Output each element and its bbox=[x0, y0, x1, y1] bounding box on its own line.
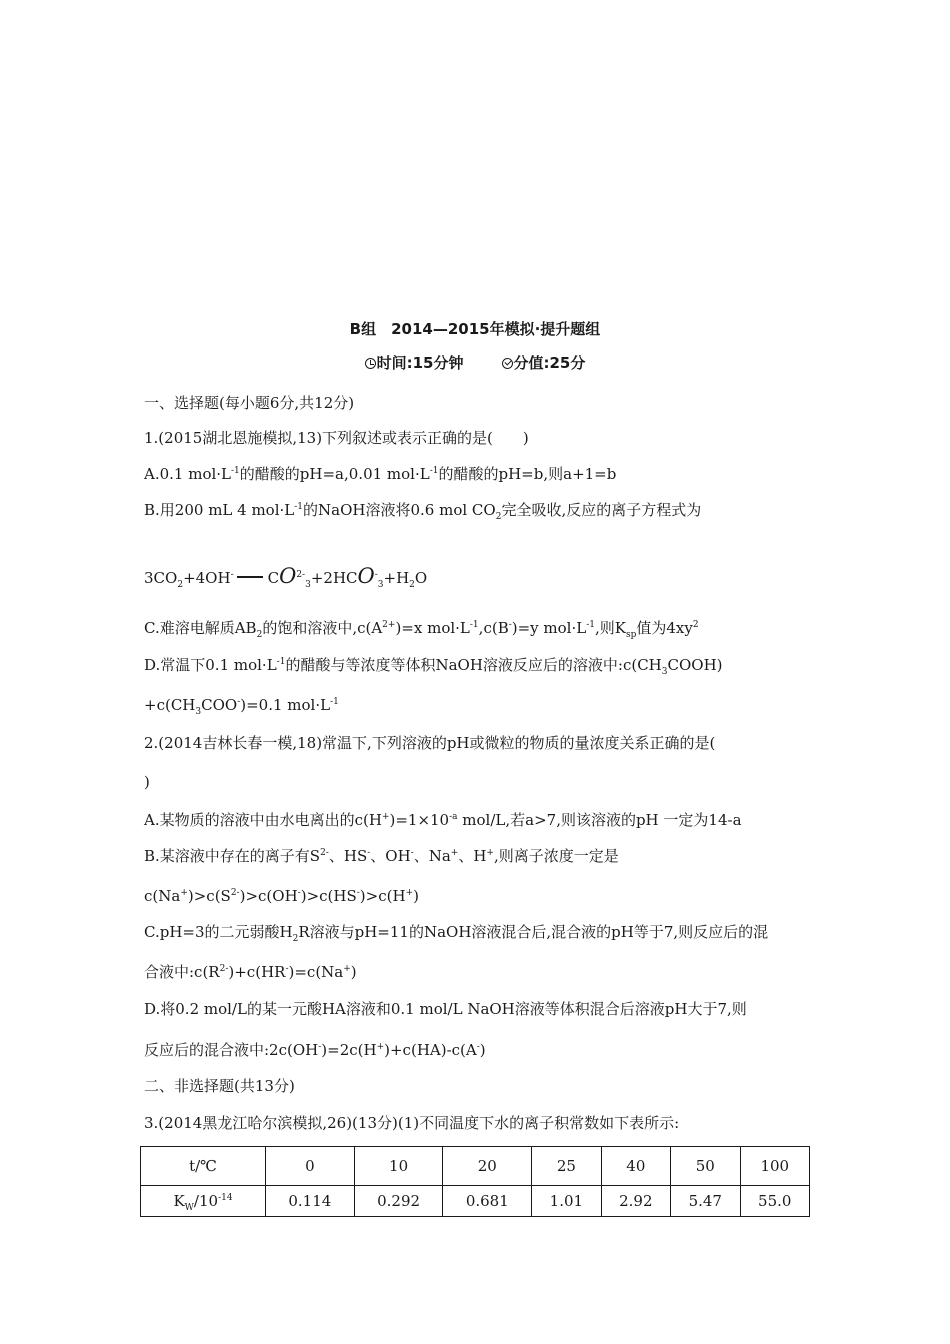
q2-option-b: B.某溶液中存在的离子有$S^{2-}$、HS-、OH-、Na+、H+,则离子浓度一定是 bbox=[144, 847, 619, 865]
table-cell: 40 bbox=[601, 1147, 670, 1186]
q1-option-d-cont: $+c(CH_3COO^-)=0.1$ $mol\cdot L^{-1}$ bbox=[144, 696, 339, 717]
table-cell: 50 bbox=[671, 1147, 740, 1186]
table-cell: 0.681 bbox=[443, 1186, 532, 1217]
section2-heading: 二、非选择题(共13分) bbox=[144, 1077, 295, 1095]
section1-heading: 一、选择题(每小题6分,共12分) bbox=[144, 394, 355, 412]
table-row bbox=[141, 1186, 810, 1217]
score-label: 分值:25分 bbox=[513, 354, 586, 372]
group-title: B组 2014—2015年模拟·提升题组 bbox=[349, 320, 601, 338]
q2-option-a: A.某物质的溶液中由水电离出的$c(H^+)=1\times 10^{-a}$ mol/L,若a>7,则该溶液的pH 一定为14-a bbox=[144, 811, 742, 829]
q2-stem-cont: ) bbox=[144, 773, 150, 791]
q2-option-c: C.pH=3的二元弱酸$H_2R$溶液与pH=11的NaOH溶液混合后,混合液的pH等于7,则反应后的混 bbox=[144, 923, 769, 944]
kw-table bbox=[140, 1146, 810, 1217]
table-row bbox=[141, 1147, 810, 1186]
table-cell: 1.01 bbox=[532, 1186, 601, 1217]
table-cell: 2.92 bbox=[601, 1186, 670, 1217]
equals-bar bbox=[237, 576, 263, 578]
table-header-cell: $K_W/10^{-14}$ bbox=[141, 1186, 266, 1217]
q1-option-b: B.用200 mL 4 $mol\cdot L^{-1}$的NaOH溶液将0.6 mol $CO_2$完全吸收,反应的离子方程式为 bbox=[144, 501, 702, 522]
meta-line bbox=[0, 352, 950, 373]
q2-option-d-cont: 反应后的混合液中:2c(OH-)=2c(H+)+c(HA)-c(A-) bbox=[144, 1041, 486, 1059]
table-cell: 25 bbox=[532, 1147, 601, 1186]
table-header-cell: t/℃ bbox=[141, 1147, 266, 1186]
time-label: 时间:15分钟 bbox=[376, 354, 464, 372]
clock-icon bbox=[365, 358, 376, 369]
q1-option-d: D.常温下0.1 $mol\cdot L^{-1}$的醋酸与等浓度等体积NaOH溶液反应后的溶液中$:c(CH_3COOH)$ bbox=[144, 656, 723, 677]
table-cell: 20 bbox=[443, 1147, 532, 1186]
table-cell: 55.0 bbox=[740, 1186, 809, 1217]
q1-ionic-equation: $3CO_2+4OH^-$ $CO^{2-}_3+2HCO^-_3+H_2O$ bbox=[144, 564, 428, 590]
q2-option-c-cont: 合液中$:c(R^{2-})+c(HR^-)=c(Na^+)$ bbox=[144, 963, 357, 981]
table-cell: 0.114 bbox=[266, 1186, 355, 1217]
q2-stem: 2.(2014吉林长春一模,18)常温下,下列溶液的pH或微粒的物质的量浓度关系正确的是( bbox=[144, 734, 716, 752]
q1-option-c: C.难溶电解质$AB_2$的饱和溶液中$,c(A^{2+})=x$ $mol\cdot L^{-1},c(B^-)=y$ $mol\cdot L^{-1}$,则$K_{sp}$值为$4xy^2$ bbox=[144, 619, 699, 640]
check-circle-icon bbox=[502, 358, 513, 369]
table-cell: 100 bbox=[740, 1147, 809, 1186]
q3-stem: 3.(2014黑龙江哈尔滨模拟,26)(13分)(1)不同温度下水的离子积常数如下表所示: bbox=[144, 1114, 680, 1132]
table-cell: 10 bbox=[354, 1147, 443, 1186]
table-cell: 5.47 bbox=[671, 1186, 740, 1217]
table-cell: 0.292 bbox=[354, 1186, 443, 1217]
q1-stem: 1.(2015湖北恩施模拟,13)下列叙述或表示正确的是( ) bbox=[144, 429, 529, 447]
q1-option-a: A.0.1 $mol\cdot L^{-1}$的醋酸的pH=a,0.01 $mol\cdot L^{-1}$的醋酸的pH=b,则a+1=b bbox=[144, 465, 617, 483]
q2-option-b-cont: $c(Na^+)>c(S^{2-})>c(OH^-)>c(HS^-)>c(H^+)$ bbox=[144, 887, 419, 905]
table-cell: 0 bbox=[266, 1147, 355, 1186]
q2-option-d: D.将0.2 mol/L的某一元酸HA溶液和0.1 mol/L NaOH溶液等体积混合后溶液pH大于7,则 bbox=[144, 1000, 747, 1018]
